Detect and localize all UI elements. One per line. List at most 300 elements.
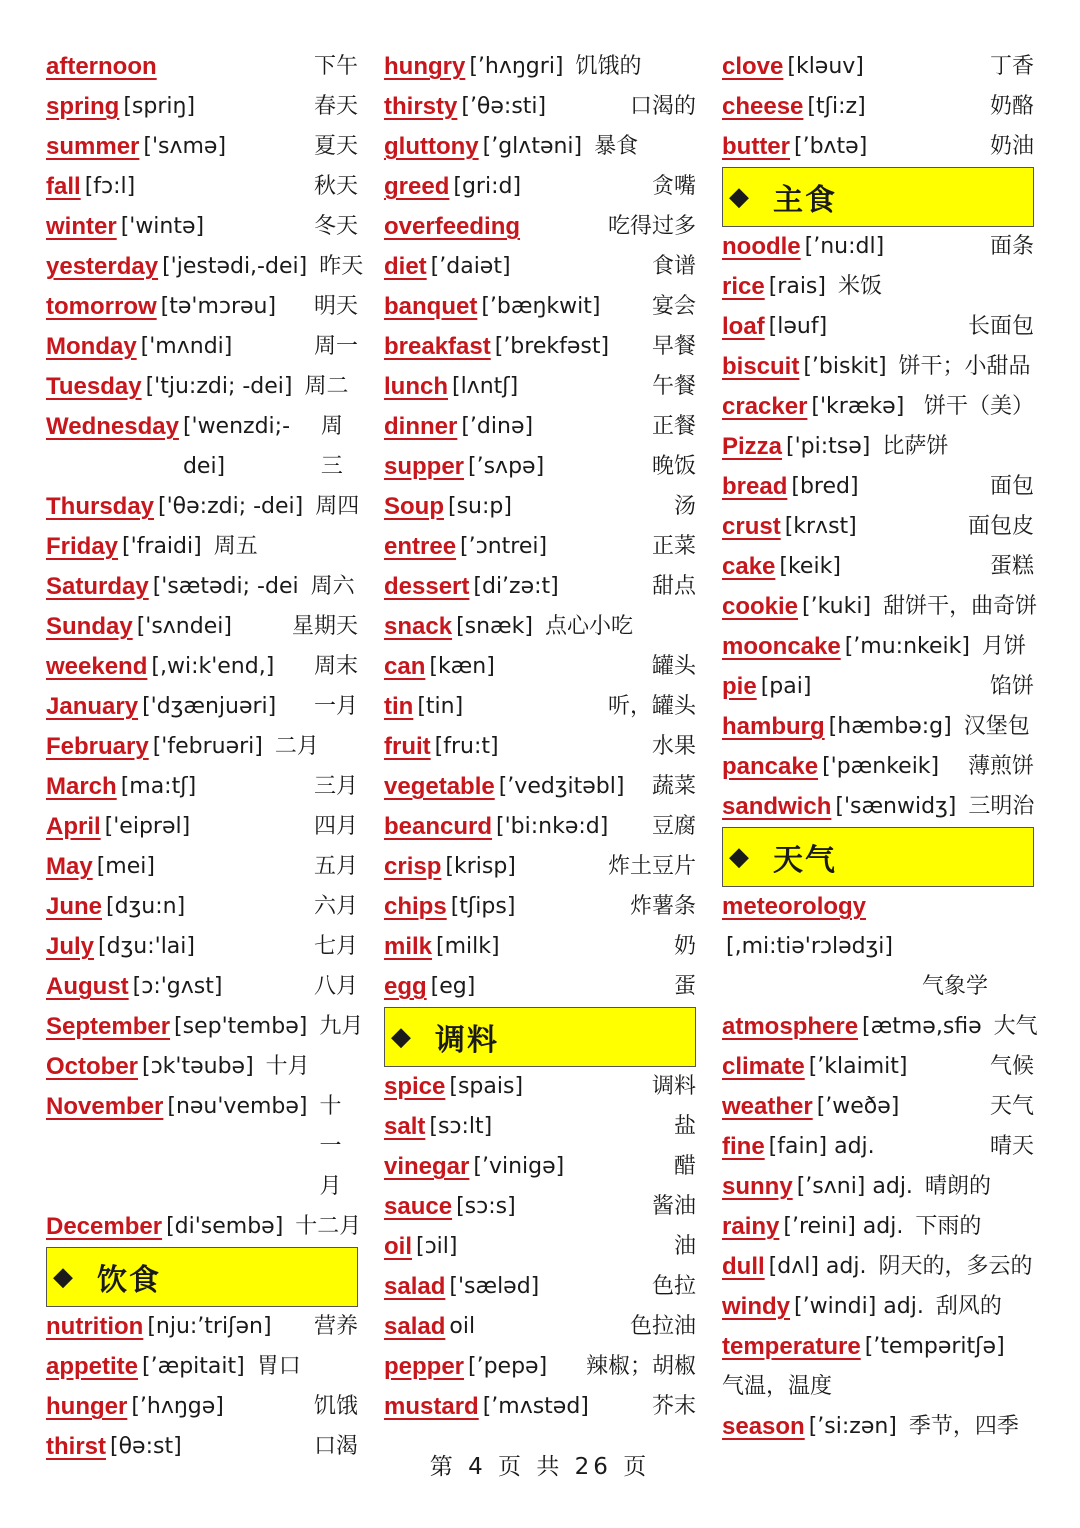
vocab-phonetic: [hæmbə:g]: [828, 714, 952, 739]
vocab-word: salt: [384, 1113, 426, 1140]
vocab-phonetic: [sɔ:s]: [456, 1194, 516, 1219]
vocab-entry: [722, 787, 1034, 827]
vocab-word: fall: [46, 173, 81, 200]
vocab-word: fine: [722, 1133, 765, 1160]
vocab-entry: [384, 487, 696, 527]
vocab-meaning: 早餐: [651, 334, 696, 359]
vocab-phonetic: ['dʒænjuəri]: [142, 694, 277, 719]
vocab-meaning: 星期天: [291, 614, 358, 639]
vocab-entry: [46, 1387, 358, 1427]
vocab-entry: [722, 1127, 1034, 1167]
vocab-phonetic: [’mʌstəd]: [482, 1394, 589, 1419]
vocab-entry: [722, 427, 1034, 467]
vocab-word: dull: [722, 1253, 765, 1280]
vocab-phonetic: [’bæŋkwit]: [481, 294, 601, 319]
vocab-meaning: 七月: [313, 934, 358, 959]
vocab-word: thirst: [46, 1433, 106, 1460]
vocab-meaning: 周末: [313, 654, 358, 679]
vocab-meaning: 气象学: [922, 974, 989, 999]
vocab-entry: [384, 1107, 696, 1147]
vocab-meaning: 宴会: [651, 294, 696, 319]
vocab-word: climate: [722, 1053, 805, 1080]
vocab-entry: [46, 527, 358, 567]
vocab-meaning: 贪嘴: [651, 174, 696, 199]
vocab-phonetic: ['wintə]: [120, 214, 205, 239]
vocab-entry: [722, 227, 1034, 267]
vocab-word: meteorology: [722, 893, 867, 920]
vocab-entry: [46, 167, 358, 207]
vocab-word: banquet: [384, 293, 478, 320]
vocab-word: spice: [384, 1073, 446, 1100]
vocab-entry: [46, 727, 358, 767]
vocab-phonetic: ['wenzdi;-dei]: [182, 414, 291, 479]
vocab-entry: [722, 1047, 1034, 1087]
vocab-word: Tuesday: [46, 373, 142, 400]
vocab-meaning: 午餐: [651, 374, 696, 399]
vocab-meaning: 晴天: [989, 1134, 1034, 1159]
vocab-word: appetite: [46, 1353, 139, 1380]
vocab-phonetic: [’windi] adj.: [794, 1294, 924, 1319]
vocab-word: pie: [722, 673, 757, 700]
vocab-word: July: [46, 933, 95, 960]
vocab-phonetic: [’θə:sti]: [461, 94, 547, 119]
section-header: [722, 167, 1034, 227]
vocab-phonetic: [nəu'vembə]: [167, 1094, 308, 1119]
vocab-entry: [384, 1147, 696, 1187]
vocab-entry: [722, 547, 1034, 587]
vocab-phonetic: ['fraidi]: [122, 534, 202, 559]
vocab-meaning: 周一: [313, 334, 358, 359]
vocab-meaning: 月饼: [981, 634, 1026, 659]
vocab-word: vegetable: [384, 773, 495, 800]
vocab-entry: [384, 447, 696, 487]
vocab-entry: [46, 287, 358, 327]
vocab-entry: [384, 367, 696, 407]
vocab-meaning: 六月: [313, 894, 358, 919]
vocab-word: Sunday: [46, 613, 133, 640]
vocab-entry: [46, 1307, 358, 1347]
vocab-word: tin: [384, 693, 414, 720]
vocab-meaning: 罐头: [651, 654, 696, 679]
vocab-meaning: 大气: [993, 1014, 1038, 1039]
vocab-entry: [384, 87, 696, 127]
vocab-entry: [46, 607, 358, 647]
vocab-entry: [384, 967, 696, 1007]
vocab-phonetic: [’ɔntrei]: [460, 534, 548, 559]
vocab-phonetic: [ma:tʃ]: [120, 774, 197, 799]
vocab-word: windy: [722, 1293, 791, 1320]
vocab-meaning: 色拉: [651, 1274, 696, 1299]
vocab-word: hamburg: [722, 713, 825, 740]
vocab-entry: [722, 627, 1034, 667]
vocab-meaning: 晚饭: [651, 454, 696, 479]
vocab-entry: [384, 247, 696, 287]
vocab-word: mooncake: [722, 633, 841, 660]
vocab-phonetic: [dʒu:n]: [106, 894, 186, 919]
vocab-meaning: 夏天: [313, 134, 358, 159]
vocab-word: March: [46, 773, 117, 800]
vocab-phonetic: [,mi:tiə'rɔlədʒi]: [726, 934, 893, 959]
vocab-word: Wednesday: [46, 413, 179, 440]
vocab-word: sunny: [722, 1173, 793, 1200]
vocab-phonetic: [spais]: [449, 1074, 524, 1099]
vocab-meaning: 芥末: [651, 1394, 696, 1419]
vocab-meaning: 二月: [274, 734, 319, 759]
vocab-word: season: [722, 1413, 805, 1440]
vocab-entry: [384, 567, 696, 607]
page-footer: 第 4 页 共 26 页: [429, 1454, 651, 1480]
vocab-word: atmosphere: [722, 1013, 859, 1040]
vocab-entry: [722, 87, 1034, 127]
vocab-word: Monday: [46, 333, 137, 360]
vocab-entry: [46, 1087, 358, 1207]
section-header: [722, 827, 1034, 887]
vocab-phonetic: [ɔil]: [416, 1234, 458, 1259]
vocab-meaning: 奶酪: [989, 94, 1034, 119]
vocab-phonetic: ['sʌndei]: [136, 614, 232, 639]
vocab-meaning: 长面包: [967, 314, 1034, 339]
vocab-phonetic: [θə:st]: [110, 1434, 182, 1459]
section-header: [384, 1007, 696, 1067]
vocab-meaning: 甜饼干，曲奇饼: [883, 594, 1038, 619]
vocab-entry: [384, 1387, 696, 1427]
vocab-word: summer: [46, 133, 140, 160]
vocab-phonetic: ['θə:zdi; -dei]: [158, 494, 304, 519]
vocab-meaning: 周四: [315, 494, 360, 519]
vocab-meaning: 甜点: [651, 574, 696, 599]
vocab-meaning: 丁香: [989, 54, 1034, 79]
vocab-word: crust: [722, 513, 781, 540]
vocab-word: January: [46, 693, 139, 720]
vocab-phonetic: [’mu:nkeik]: [844, 634, 970, 659]
vocab-phonetic: ['bi:nkə:d]: [496, 814, 609, 839]
vocab-entry: [384, 1267, 696, 1307]
vocab-meaning: 炸土豆片: [607, 854, 696, 879]
vocab-word: diet: [384, 253, 427, 280]
vocab-phonetic: ['jestədi,-dei]: [162, 254, 308, 279]
vocab-phonetic: ['pi:tsə]: [786, 434, 871, 459]
vocab-meaning: 醋: [673, 1154, 696, 1179]
vocab-entry: [722, 1407, 1034, 1447]
vocab-phonetic: [’daiət]: [430, 254, 511, 279]
vocab-meaning: 营养: [313, 1314, 358, 1339]
vocab-phonetic: ['pænkeik]: [822, 754, 940, 779]
vocab-entry: [384, 1227, 696, 1267]
vocab-meaning: 饥饿的: [575, 54, 642, 79]
vocab-entry: [46, 647, 358, 687]
vocab-phonetic: [’kuki]: [802, 594, 872, 619]
vocab-meaning: 周五: [213, 534, 258, 559]
section-title: 饮食: [97, 1263, 161, 1298]
vocab-phonetic: [gri:d]: [453, 174, 522, 199]
vocab-meaning: 饼干；小甜品: [898, 354, 1031, 379]
vocab-word: milk: [384, 933, 433, 960]
vocab-phonetic: [’biskit]: [803, 354, 887, 379]
vocab-phonetic: [’glʌtəni]: [482, 134, 583, 159]
vocab-word: December: [46, 1213, 163, 1240]
vocab-meaning: 面包皮: [967, 514, 1034, 539]
vocab-meaning: 炸薯条: [629, 894, 696, 919]
vocab-meaning: 下午: [313, 54, 358, 79]
vocab-word: cookie: [722, 593, 799, 620]
vocab-entry: [722, 747, 1034, 787]
vocab-word: chips: [384, 893, 447, 920]
vocab-word: winter: [46, 213, 117, 240]
vocab-meaning: 食谱: [651, 254, 696, 279]
vocab-meaning: 三月: [313, 774, 358, 799]
vocab-word: Thursday: [46, 493, 155, 520]
vocab-entry: [722, 1207, 1034, 1247]
vocab-phonetic: [tʃi:z]: [807, 94, 866, 119]
vocab-meaning: 气候: [989, 1054, 1034, 1079]
vocab-meaning: 酱油: [651, 1194, 696, 1219]
vocab-entry: [384, 47, 696, 87]
vocab-word: salad: [384, 1313, 446, 1340]
vocab-entry: [722, 887, 1034, 1007]
vocab-word: lunch: [384, 373, 448, 400]
vocab-word: cracker: [722, 393, 808, 420]
vocab-meaning: 蛋: [673, 974, 696, 999]
vocab-meaning: 盐: [673, 1114, 696, 1139]
vocab-meaning: 调料: [651, 1074, 696, 1099]
vocab-phonetic: ['sæləd]: [449, 1274, 540, 1299]
vocab-phonetic: ['sænwidʒ]: [835, 794, 957, 819]
vocab-phonetic: [ɔ:'gʌst]: [132, 974, 223, 999]
vocab-phonetic: [’hʌŋgə]: [131, 1394, 224, 1419]
vocab-phonetic: [’bʌtə]: [794, 134, 868, 159]
vocab-phonetic: ['februəri]: [152, 734, 263, 759]
vocab-word: weather: [722, 1093, 813, 1120]
vocab-phonetic: [keik]: [779, 554, 841, 579]
vocab-entry: [46, 207, 358, 247]
vocab-entry: [384, 287, 696, 327]
vocab-phonetic: [’reini] adj.: [783, 1214, 904, 1239]
vocab-word: entree: [384, 533, 457, 560]
vocab-meaning: 十二月: [295, 1214, 362, 1239]
vocab-entry: [722, 1087, 1034, 1127]
vocab-word: September: [46, 1013, 171, 1040]
vocab-entry: [384, 767, 696, 807]
vocab-phonetic: [rais]: [768, 274, 826, 299]
vocab-meaning: 气温，温度: [722, 1374, 833, 1399]
section-title: 主食: [773, 183, 837, 218]
vocab-word: overfeeding: [384, 213, 521, 240]
vocab-meaning: 米饭: [837, 274, 882, 299]
vocab-phonetic: [ætmə,sfiə: [862, 1014, 982, 1039]
vocab-word: hunger: [46, 1393, 128, 1420]
vocab-phonetic: [’brekfəst]: [494, 334, 610, 359]
vocab-entry: [46, 127, 358, 167]
section-title: 天气: [773, 843, 837, 878]
vocab-phonetic: [dʒu:'lai]: [98, 934, 195, 959]
vocab-word: supper: [384, 453, 465, 480]
vocab-entry: [384, 1187, 696, 1227]
vocab-entry: [722, 1327, 1034, 1407]
vocab-entry: [384, 887, 696, 927]
vocab-phonetic: [tin]: [417, 694, 464, 719]
vocab-meaning: 胃口: [256, 1354, 301, 1379]
vocab-word: loaf: [722, 313, 765, 340]
vocab-meaning: 一月: [313, 694, 358, 719]
vocab-entry: [722, 507, 1034, 547]
vocab-word: biscuit: [722, 353, 800, 380]
vocab-entry: [384, 647, 696, 687]
vocab-meaning: 四月: [313, 814, 358, 839]
vocab-meaning: 蔬菜: [651, 774, 696, 799]
vocab-word: Pizza: [722, 433, 783, 460]
vocab-word: spring: [46, 93, 120, 120]
vocab-entry: [722, 1167, 1034, 1207]
vocab-phonetic: ['sʌmə]: [143, 134, 227, 159]
vocab-word: April: [46, 813, 101, 840]
vocab-entry: [722, 387, 1034, 427]
vocab-phonetic: [nju:’triʃən]: [147, 1314, 272, 1339]
diamond-bullet-icon: ◆: [391, 1022, 411, 1052]
vocab-column-2: [384, 47, 696, 1427]
vocab-phonetic: [’klaimit]: [808, 1054, 908, 1079]
vocab-word: butter: [722, 133, 790, 160]
vocab-meaning: 十月: [265, 1054, 310, 1079]
vocab-entry: [722, 1287, 1034, 1327]
vocab-entry: [384, 207, 696, 247]
vocab-meaning: 周三: [320, 414, 343, 479]
vocab-meaning: 九月: [319, 1014, 364, 1039]
vocab-entry: [46, 887, 358, 927]
vocab-word: temperature: [722, 1333, 861, 1360]
vocab-word: gluttony: [384, 133, 479, 160]
vocab-word: November: [46, 1093, 164, 1120]
vocab-word: weekend: [46, 653, 148, 680]
vocab-entry: [46, 767, 358, 807]
vocab-meaning: 口渴的: [629, 94, 696, 119]
vocab-phonetic: [’æpitait]: [142, 1354, 245, 1379]
vocab-entry: [384, 1067, 696, 1107]
vocab-meaning: 色拉油: [629, 1314, 696, 1339]
vocab-phonetic: [milk]: [436, 934, 500, 959]
vocab-phonetic: [ɔk'təubə]: [142, 1054, 254, 1079]
vocab-word: dinner: [384, 413, 458, 440]
vocab-entry: [722, 587, 1038, 627]
vocab-meaning: 正餐: [651, 414, 696, 439]
vocab-meaning: 馅饼: [989, 674, 1034, 699]
vocab-meaning: 刮风的: [935, 1294, 1002, 1319]
vocab-entry: [722, 267, 1034, 307]
vocab-word: sandwich: [722, 793, 832, 820]
vocab-word: snack: [384, 613, 453, 640]
vocab-entry: [722, 667, 1034, 707]
vocab-word: Friday: [46, 533, 119, 560]
vocab-meaning: 冬天: [313, 214, 358, 239]
vocab-entry: [722, 47, 1034, 87]
vocab-meaning: 春天: [313, 94, 358, 119]
vocab-word: afternoon: [46, 53, 157, 80]
vocab-entry: [46, 807, 358, 847]
vocab-entry: [722, 467, 1034, 507]
vocab-entry: [46, 327, 358, 367]
vocab-word: clove: [722, 53, 784, 80]
vocab-phonetic: [’weðə]: [816, 1094, 900, 1119]
vocab-phonetic: [kləuv]: [787, 54, 864, 79]
vocab-word: egg: [384, 973, 427, 1000]
vocab-word: breakfast: [384, 333, 491, 360]
vocab-entry: [46, 47, 358, 87]
vocab-meaning: 水果: [651, 734, 696, 759]
vocab-word: cake: [722, 553, 776, 580]
vocab-meaning: 薄煎饼: [967, 754, 1034, 779]
vocab-meaning: 周六: [310, 574, 355, 599]
vocab-word: hungry: [384, 53, 466, 80]
vocab-word: nutrition: [46, 1313, 144, 1340]
vocab-meaning: 昨天: [319, 254, 364, 279]
vocab-meaning: 面条: [989, 234, 1034, 259]
vocab-phonetic: [’pepə]: [468, 1354, 548, 1379]
vocab-entry: [722, 1007, 1038, 1047]
vocab-entry: [46, 247, 364, 287]
vocab-meaning: 汉堡包: [963, 714, 1030, 739]
vocab-phonetic: [eg]: [430, 974, 476, 999]
vocab-phonetic: [snæk]: [456, 614, 533, 639]
vocab-entry: [384, 687, 696, 727]
vocab-word: rainy: [722, 1213, 780, 1240]
vocab-meaning: 三明治: [968, 794, 1035, 819]
diamond-bullet-icon: ◆: [729, 842, 749, 872]
vocab-meaning: 蛋糕: [989, 554, 1034, 579]
vocab-phonetic: [sɔ:lt]: [429, 1114, 493, 1139]
vocab-word: fruit: [384, 733, 431, 760]
vocab-phonetic: [’hʌŋgri]: [469, 54, 564, 79]
vocab-phonetic: [’si:zən]: [808, 1414, 897, 1439]
vocab-word: vinegar: [384, 1153, 470, 1180]
vocab-word: Saturday: [46, 573, 149, 600]
vocab-word: dessert: [384, 573, 470, 600]
vocab-entry: [384, 927, 696, 967]
vocab-phonetic: ['mʌndi]: [140, 334, 233, 359]
vocab-phonetic: [tə'mɔrəu]: [160, 294, 277, 319]
vocab-word: crisp: [384, 853, 442, 880]
vocab-phonetic: [’vedʒitəbl]: [498, 774, 625, 799]
vocab-phonetic: [’vinigə]: [473, 1154, 565, 1179]
vocab-meaning: 天气: [989, 1094, 1034, 1119]
vocab-entry: [384, 327, 696, 367]
vocab-phonetic: [mei]: [96, 854, 155, 879]
vocab-phonetic: ['krækə]: [811, 394, 905, 419]
vocab-entry: [384, 847, 696, 887]
vocab-entry: [46, 1347, 358, 1387]
vocab-word: noodle: [722, 233, 801, 260]
vocab-word: thirsty: [384, 93, 458, 120]
vocab-meaning: 口渴: [313, 1434, 358, 1459]
vocab-word: pepper: [384, 1353, 465, 1380]
vocab-phonetic: [bred]: [791, 474, 859, 499]
vocab-word: greed: [384, 173, 450, 200]
vocab-meaning: 饼干（美）: [923, 394, 1034, 419]
vocab-meaning: 吃得过多: [607, 214, 696, 239]
vocab-entry: [46, 87, 358, 127]
vocab-phonetic: oil: [449, 1314, 476, 1339]
vocab-phonetic: [’tempəritʃə]: [864, 1334, 1005, 1359]
vocab-meaning: 豆腐: [651, 814, 696, 839]
diamond-bullet-icon: ◆: [53, 1262, 73, 1292]
vocab-phonetic: [’sʌni] adj.: [796, 1174, 913, 1199]
vocab-entry: [384, 167, 696, 207]
vocab-entry: [722, 347, 1034, 387]
vocab-meaning: 五月: [313, 854, 358, 879]
vocab-phonetic: [tʃips]: [450, 894, 516, 919]
vocab-meaning: 秋天: [313, 174, 358, 199]
vocab-word: Soup: [384, 493, 444, 520]
vocab-meaning: 点心小吃: [544, 614, 633, 639]
vocab-word: beancurd: [384, 813, 493, 840]
